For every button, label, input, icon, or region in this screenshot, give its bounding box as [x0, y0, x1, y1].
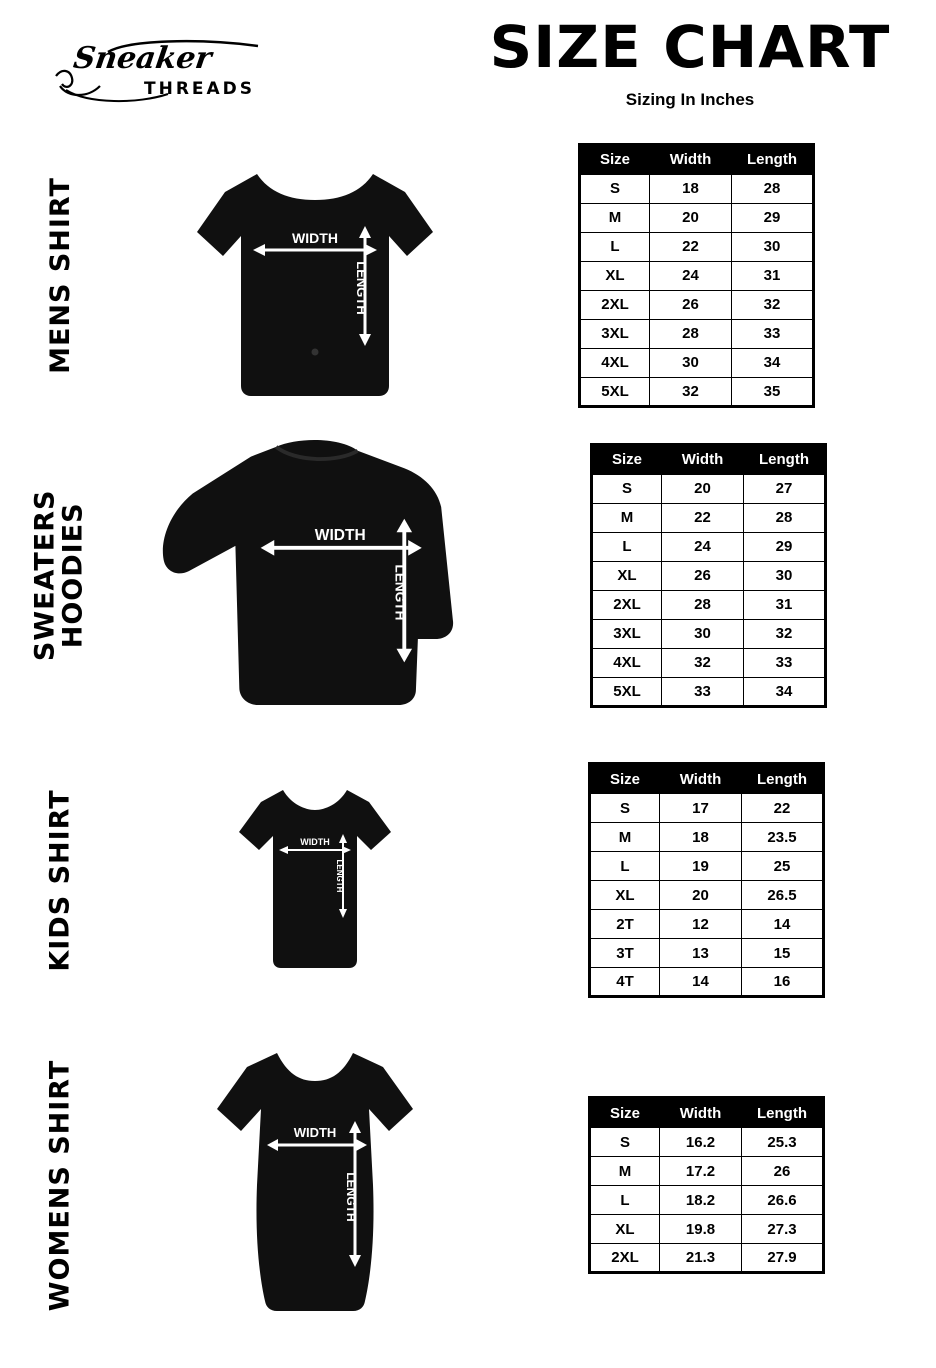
page-header — [0, 0, 936, 130]
cell-size: XL — [590, 1215, 660, 1244]
cell-length: 35 — [732, 377, 814, 406]
table-row — [592, 648, 826, 677]
col-header-length: Length — [742, 1098, 824, 1128]
svg-text:Sneaker: Sneaker — [71, 41, 214, 76]
section-label-text: KIDS SHIRT — [44, 788, 76, 972]
cell-width: 13 — [660, 939, 742, 968]
table-row — [590, 939, 824, 968]
size-table-sweaters-hoodies — [590, 443, 827, 708]
section-label-mens-shirt — [0, 130, 120, 420]
size-table-wrap-sweaters — [590, 420, 827, 730]
table-row — [592, 503, 826, 532]
cell-width: 18 — [660, 823, 742, 852]
cell-size: 2T — [590, 910, 660, 939]
svg-text:THREADS: THREADS — [144, 79, 256, 99]
cell-size: 2XL — [580, 290, 650, 319]
cell-width: 32 — [662, 648, 744, 677]
cell-size: M — [590, 823, 660, 852]
cell-width: 22 — [650, 232, 732, 261]
cell-size: M — [592, 503, 662, 532]
cell-length: 26 — [742, 1157, 824, 1186]
cell-width: 24 — [650, 261, 732, 290]
cell-width: 20 — [662, 474, 744, 503]
cell-length: 33 — [732, 319, 814, 348]
cell-size: L — [580, 232, 650, 261]
table-row — [592, 561, 826, 590]
cell-size: L — [590, 852, 660, 881]
length-label-kids: LENGTH — [335, 859, 344, 893]
cell-width: 26 — [650, 290, 732, 319]
cell-length: 26.6 — [742, 1186, 824, 1215]
table-header-row — [590, 1098, 824, 1128]
brand-logo — [48, 28, 268, 106]
cell-width: 22 — [662, 503, 744, 532]
cell-length: 16 — [742, 968, 824, 997]
cell-length: 15 — [742, 939, 824, 968]
cell-length: 29 — [744, 532, 826, 561]
table-row — [590, 852, 824, 881]
title-block — [470, 13, 910, 110]
cell-size: 3XL — [592, 619, 662, 648]
section-label-line1: SWEATERS — [29, 489, 61, 661]
cell-length: 30 — [744, 561, 826, 590]
cell-width: 12 — [660, 910, 742, 939]
cell-length: 22 — [742, 794, 824, 823]
size-table-wrap-womens — [588, 1020, 825, 1350]
cell-width: 21.3 — [660, 1244, 742, 1273]
cell-size: 3XL — [580, 319, 650, 348]
cell-length: 26.5 — [742, 881, 824, 910]
cell-size: 5XL — [580, 377, 650, 406]
cell-size: S — [590, 1128, 660, 1157]
cell-width: 26 — [662, 561, 744, 590]
table-header-row — [590, 764, 824, 794]
cell-width: 19 — [660, 852, 742, 881]
cell-length: 23.5 — [742, 823, 824, 852]
page-subtitle: Sizing In Inches — [625, 90, 755, 109]
table-header-row — [580, 144, 814, 174]
section-womens-shirt — [0, 1020, 936, 1350]
table-row — [580, 174, 814, 203]
cell-length: 31 — [732, 261, 814, 290]
size-table-kids-shirt — [588, 762, 825, 998]
cell-width: 18.2 — [660, 1186, 742, 1215]
cell-width: 14 — [660, 968, 742, 997]
cell-size: M — [580, 203, 650, 232]
table-row — [592, 619, 826, 648]
cell-width: 16.2 — [660, 1128, 742, 1157]
col-header-width: Width — [660, 764, 742, 794]
cell-size: 3T — [590, 939, 660, 968]
cell-size: 2XL — [592, 590, 662, 619]
col-header-width: Width — [660, 1098, 742, 1128]
table-row — [592, 474, 826, 503]
garment-illustration-womens-shirt — [150, 1020, 480, 1350]
length-label-mens: LENGTH — [354, 261, 369, 315]
section-label-text: MENS SHIRT — [44, 176, 76, 374]
cell-size: 4XL — [592, 648, 662, 677]
table-row — [590, 1244, 824, 1273]
cell-length: 34 — [732, 348, 814, 377]
col-header-width: Width — [662, 444, 744, 474]
table-row — [592, 590, 826, 619]
table-row — [592, 677, 826, 706]
width-label-womens: WIDTH — [293, 1125, 337, 1140]
cell-width: 24 — [662, 532, 744, 561]
cell-length: 25.3 — [742, 1128, 824, 1157]
table-row — [590, 1186, 824, 1215]
section-mens-shirt — [0, 130, 936, 420]
size-table-womens-shirt — [588, 1096, 825, 1274]
cell-size: XL — [580, 261, 650, 290]
table-row — [590, 823, 824, 852]
table-row — [580, 290, 814, 319]
cell-length: 28 — [744, 503, 826, 532]
cell-size: L — [590, 1186, 660, 1215]
cell-width: 18 — [650, 174, 732, 203]
cell-width: 28 — [650, 319, 732, 348]
cell-length: 31 — [744, 590, 826, 619]
garment-illustration-mens-shirt — [150, 130, 480, 420]
table-header-row — [592, 444, 826, 474]
table-row — [580, 348, 814, 377]
table-row — [580, 319, 814, 348]
garment-illustration-kids-shirt — [150, 740, 480, 1020]
cell-size: M — [590, 1157, 660, 1186]
col-header-width: Width — [650, 144, 732, 174]
cell-length: 29 — [732, 203, 814, 232]
cell-length: 34 — [744, 677, 826, 706]
col-header-length: Length — [742, 764, 824, 794]
cell-size: 2XL — [590, 1244, 660, 1273]
section-label-womens-shirt — [0, 1020, 120, 1350]
cell-size: L — [592, 532, 662, 561]
cell-length: 27.9 — [742, 1244, 824, 1273]
section-label-kids-shirt — [0, 740, 120, 1020]
table-row — [590, 968, 824, 997]
cell-length: 27.3 — [742, 1215, 824, 1244]
table-row — [590, 794, 824, 823]
cell-size: S — [592, 474, 662, 503]
section-kids-shirt — [0, 740, 936, 1020]
cell-width: 32 — [650, 377, 732, 406]
cell-width: 33 — [662, 677, 744, 706]
width-label-sweater: WIDTH — [314, 527, 366, 545]
col-header-length: Length — [732, 144, 814, 174]
table-row — [590, 881, 824, 910]
section-label-text: WOMENS SHIRT — [44, 1059, 76, 1311]
cell-length: 30 — [732, 232, 814, 261]
section-sweaters-hoodies — [0, 420, 936, 730]
col-header-size: Size — [580, 144, 650, 174]
length-label-sweater: LENGTH — [392, 564, 408, 621]
cell-size: 4T — [590, 968, 660, 997]
cell-width: 30 — [650, 348, 732, 377]
section-label-line2: HOODIES — [58, 502, 90, 648]
cell-size: XL — [590, 881, 660, 910]
table-row — [580, 232, 814, 261]
table-row — [580, 261, 814, 290]
cell-width: 20 — [650, 203, 732, 232]
table-row — [590, 1128, 824, 1157]
table-row — [580, 203, 814, 232]
cell-width: 20 — [660, 881, 742, 910]
length-label-womens: LENGTH — [344, 1172, 358, 1222]
cell-size: 5XL — [592, 677, 662, 706]
width-label-kids: WIDTH — [300, 837, 330, 847]
cell-size: S — [580, 174, 650, 203]
cell-size: 4XL — [580, 348, 650, 377]
cell-width: 30 — [662, 619, 744, 648]
col-header-size: Size — [592, 444, 662, 474]
width-label-mens: WIDTH — [292, 230, 338, 246]
col-header-size: Size — [590, 764, 660, 794]
col-header-size: Size — [590, 1098, 660, 1128]
cell-width: 28 — [662, 590, 744, 619]
table-row — [592, 532, 826, 561]
cell-length: 27 — [744, 474, 826, 503]
cell-length: 25 — [742, 852, 824, 881]
cell-length: 32 — [744, 619, 826, 648]
col-header-length: Length — [744, 444, 826, 474]
table-row — [590, 1215, 824, 1244]
cell-length: 28 — [732, 174, 814, 203]
table-row — [590, 910, 824, 939]
cell-length: 14 — [742, 910, 824, 939]
garment-illustration-sweatshirt — [150, 420, 480, 730]
size-table-wrap-kids — [588, 740, 825, 1020]
cell-length: 33 — [744, 648, 826, 677]
size-table-mens-shirt — [578, 143, 815, 408]
cell-size: S — [590, 794, 660, 823]
table-row — [580, 377, 814, 406]
size-table-wrap-mens — [578, 130, 815, 420]
cell-width: 17.2 — [660, 1157, 742, 1186]
cell-size: XL — [592, 561, 662, 590]
cell-width: 17 — [660, 794, 742, 823]
page-title: SIZE CHART — [489, 13, 891, 81]
section-label-sweaters-hoodies — [0, 420, 120, 730]
table-row — [590, 1157, 824, 1186]
cell-length: 32 — [732, 290, 814, 319]
cell-width: 19.8 — [660, 1215, 742, 1244]
